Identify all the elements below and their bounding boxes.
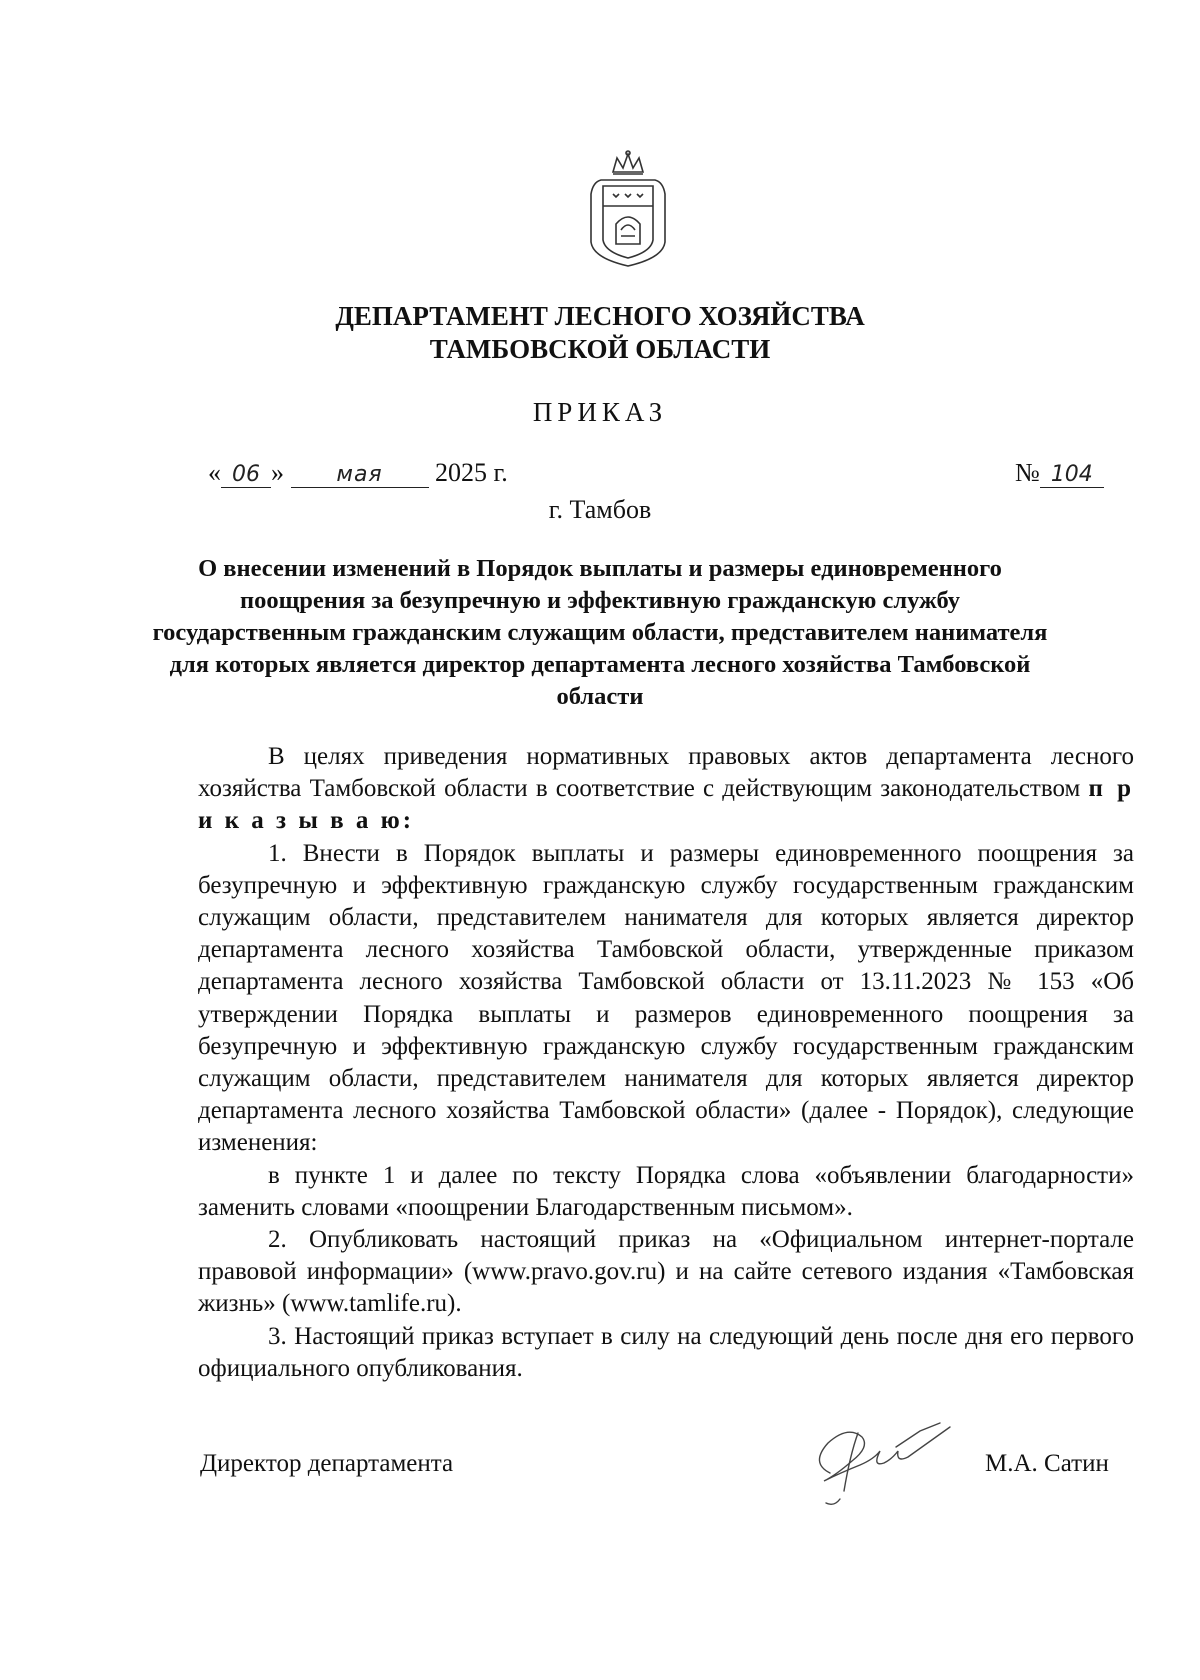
document-type: ПРИКАЗ: [532, 397, 668, 427]
order-word: п р и к а з ы в а ю:: [198, 775, 1134, 835]
intro-paragraph: [198, 741, 1134, 838]
intro-text: В целях приведения нормативных правовых актов департамента лесного хозяйства Тамбовской области в соответствие с действующим законодательством: [198, 743, 1134, 803]
document-number: [1015, 458, 1104, 488]
signer-name: М.А. Сатин: [985, 1450, 1109, 1477]
date-quote-open: «: [208, 458, 221, 487]
signer-title: Директор департамента: [200, 1450, 454, 1477]
item-1: 1. Внести в Порядок выплаты и размеры единовременного поощрения за безупречную и эффективную гражданскую службу государственным гражданским служащим области, представителем нанимателя для которых является директор департамента лесного хозяйства Тамбовской области, утвержденные приказом департамента лесного хозяйства Тамбовской области от 13.11.2023 № 153 «Об утверждении Порядка выплаты и размеров единовременного поощрения за безупречную и эффективную гражданскую службу государственным гражданским служащим области, представителем нанимателя для которых является директор департамента лесного хозяйства Тамбовской области» (далее - Порядок), следующие изменения:: [198, 839, 1134, 1157]
document-date: [208, 458, 508, 488]
date-month: мая: [291, 462, 429, 488]
document-body: [198, 741, 1134, 1385]
org-name-line2: ТАМБОВСКОЙ ОБЛАСТИ: [429, 334, 771, 364]
document-heading: О внесении изменений в Порядок выплаты и размеры единовременного поощрения за безупречную и эффективную гражданскую службу государственным гражданским служащим области, представителем нанимателя для которых является директор департамента лесного хозяйства Тамбовской области: [152, 555, 1048, 710]
org-name-line1: ДЕПАРТАМЕНТ ЛЕСНОГО ХОЗЯЙСТВА: [335, 301, 865, 331]
item-3: 3. Настоящий приказ вступает в силу на следующий день после дня его первого официального опубликования.: [198, 1322, 1134, 1382]
signature-icon: [800, 1403, 970, 1513]
number-value: 104: [1040, 462, 1104, 488]
item-1-change: в пункте 1 и далее по тексту Порядка слова «объявлении благодарности» заменить словами «поощрении Благодарственным письмом».: [198, 1161, 1134, 1221]
item-2: 2. Опубликовать настоящий приказ на «Официальном интернет-портале правовой информации» (www.pravo.gov.ru) и на сайте сетевого издания «Тамбовская жизнь» (www.tamlife.ru).: [198, 1226, 1134, 1318]
coat-of-arms-icon: [583, 150, 673, 270]
date-year: 2025 г.: [435, 458, 508, 487]
date-day: 06: [221, 462, 271, 488]
number-prefix: №: [1015, 458, 1040, 487]
date-quote-close: »: [271, 458, 284, 487]
document-city: г. Тамбов: [548, 495, 652, 524]
